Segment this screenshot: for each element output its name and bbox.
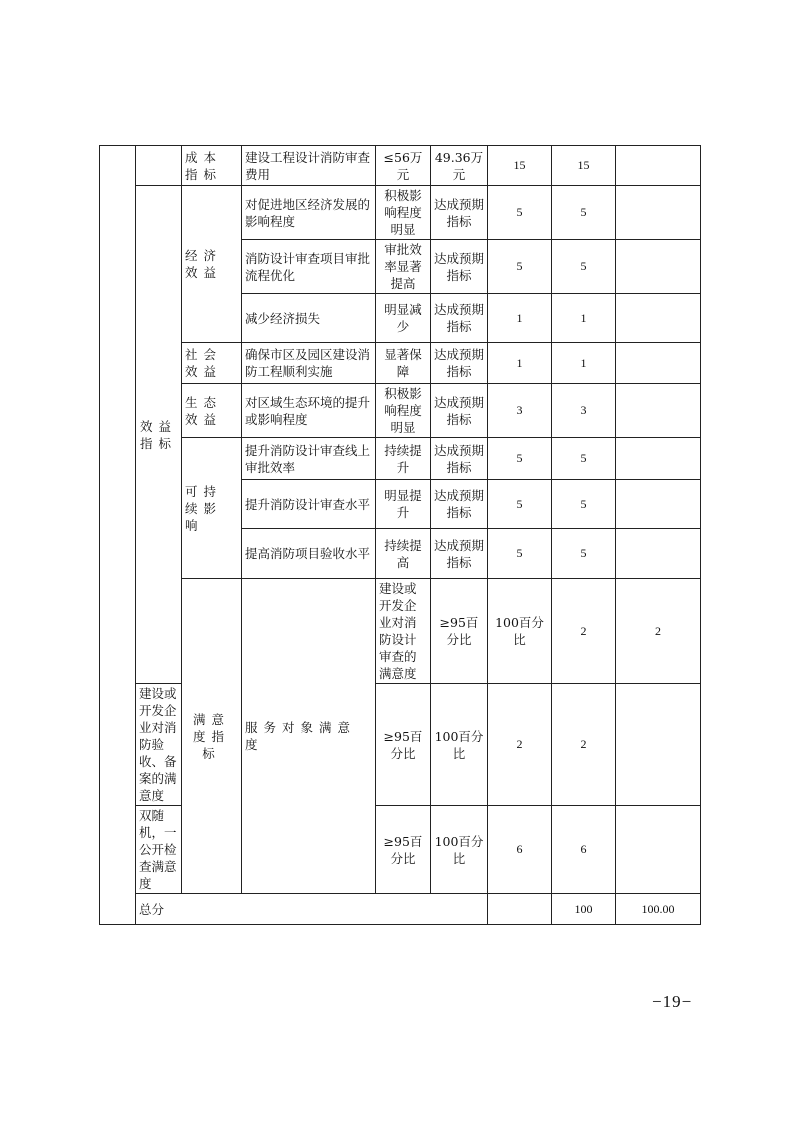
weight-cell: 1: [488, 294, 552, 343]
note-cell: [616, 529, 701, 579]
level1-indicator-cell: [100, 146, 136, 925]
note-cell: [616, 806, 701, 894]
metric-cell: 提升消防设计审查水平: [242, 480, 376, 529]
weight-cell: 5: [488, 240, 552, 294]
target-value-cell: ≥95百分比: [431, 579, 488, 684]
level3-indicator-cell: 社会效益: [182, 343, 242, 384]
actual-value-cell: 达成预期指标: [431, 240, 488, 294]
table-row: [100, 186, 701, 240]
note-cell: [616, 146, 701, 186]
target-value-cell: ≥95百分比: [376, 806, 431, 894]
note-cell: [616, 684, 701, 806]
weight-cell: 15: [488, 146, 552, 186]
metric-cell: 双随机，一公开检查满意度: [136, 806, 182, 894]
score-cell: 5: [552, 529, 616, 579]
weight-cell: 5: [488, 438, 552, 480]
weight-cell: 5: [488, 186, 552, 240]
level3-indicator-cell: 经济效益: [182, 186, 242, 343]
level3-indicator-cell: 可持续影响: [182, 438, 242, 579]
total-weight: 100: [552, 894, 616, 925]
score-cell: 5: [552, 480, 616, 529]
score-cell: 6: [552, 806, 616, 894]
level3-indicator-cell: 服务对象满意度: [242, 579, 376, 894]
level2-indicator-cell: 满意度指标: [182, 579, 242, 894]
table-row: [100, 384, 701, 438]
score-cell: 5: [552, 240, 616, 294]
metric-cell: 建设或开发企业对消防验收、备案的满意度: [136, 684, 182, 806]
note-cell: [616, 343, 701, 384]
target-value-cell: 持续提升: [376, 438, 431, 480]
weight-cell: 6: [488, 806, 552, 894]
target-value-cell: 显著保障: [376, 343, 431, 384]
weight-cell: 5: [488, 480, 552, 529]
weight-cell: 1: [488, 343, 552, 384]
actual-value-cell: 达成预期指标: [431, 384, 488, 438]
target-value-cell: ≥95百分比: [376, 684, 431, 806]
total-score: 100.00: [616, 894, 701, 925]
target-value-cell: 积极影响程度明显: [376, 384, 431, 438]
score-cell: 5: [552, 438, 616, 480]
level2-indicator-cell: [136, 146, 182, 186]
actual-value-cell: 达成预期指标: [431, 343, 488, 384]
total-actual-cell: [488, 894, 552, 925]
metric-cell: 建设或开发企业对消防设计审查的满意度: [376, 579, 431, 684]
target-value-cell: 持续提高: [376, 529, 431, 579]
target-value-cell: 明显减少: [376, 294, 431, 343]
actual-value-cell: 100百分比: [431, 806, 488, 894]
weight-cell: 5: [488, 529, 552, 579]
note-cell: [616, 384, 701, 438]
note-cell: [616, 438, 701, 480]
metric-cell: 提高消防项目验收水平: [242, 529, 376, 579]
total-label: 总分: [136, 894, 488, 925]
actual-value-cell: 49.36万元: [431, 146, 488, 186]
metric-cell: 提升消防设计审查线上审批效率: [242, 438, 376, 480]
table-row: [100, 343, 701, 384]
target-value-cell: 积极影响程度明显: [376, 186, 431, 240]
page-number: −19−: [652, 992, 693, 1011]
actual-value-cell: 100百分比: [431, 684, 488, 806]
level2-indicator-cell: 效益指标: [136, 186, 182, 684]
weight-cell: 3: [488, 384, 552, 438]
score-cell: 15: [552, 146, 616, 186]
total-row: [100, 894, 701, 925]
weight-cell: 2: [488, 684, 552, 806]
actual-value-cell: 达成预期指标: [431, 294, 488, 343]
metric-cell: 对促进地区经济发展的影响程度: [242, 186, 376, 240]
actual-value-cell: 达成预期指标: [431, 438, 488, 480]
score-cell: 5: [552, 186, 616, 240]
actual-value-cell: 达成预期指标: [431, 480, 488, 529]
metric-cell: 对区域生态环境的提升或影响程度: [242, 384, 376, 438]
score-cell: 1: [552, 343, 616, 384]
note-cell: [616, 294, 701, 343]
score-cell: 3: [552, 384, 616, 438]
metric-cell: 减少经济损失: [242, 294, 376, 343]
note-cell: [616, 480, 701, 529]
score-cell: 2: [616, 579, 701, 684]
score-cell: 1: [552, 294, 616, 343]
score-cell: 2: [552, 684, 616, 806]
target-value-cell: 明显提升: [376, 480, 431, 529]
note-cell: [616, 240, 701, 294]
metric-cell: 确保市区及园区建设消防工程顺利实施: [242, 343, 376, 384]
metric-cell: 消防设计审查项目审批流程优化: [242, 240, 376, 294]
table-row: [100, 438, 701, 480]
weight-cell: 2: [552, 579, 616, 684]
actual-value-cell: 达成预期指标: [431, 529, 488, 579]
target-value-cell: ≤56万元: [376, 146, 431, 186]
actual-value-cell: 达成预期指标: [431, 186, 488, 240]
metric-cell: 建设工程设计消防审查费用: [242, 146, 376, 186]
table-row: [100, 146, 701, 186]
actual-value-cell: 100百分比: [488, 579, 552, 684]
performance-indicator-table: [99, 145, 701, 925]
level3-indicator-cell: 成本指标: [182, 146, 242, 186]
level3-indicator-cell: 生态效益: [182, 384, 242, 438]
note-cell: [616, 186, 701, 240]
target-value-cell: 审批效率显著提高: [376, 240, 431, 294]
table-row: [100, 579, 701, 684]
